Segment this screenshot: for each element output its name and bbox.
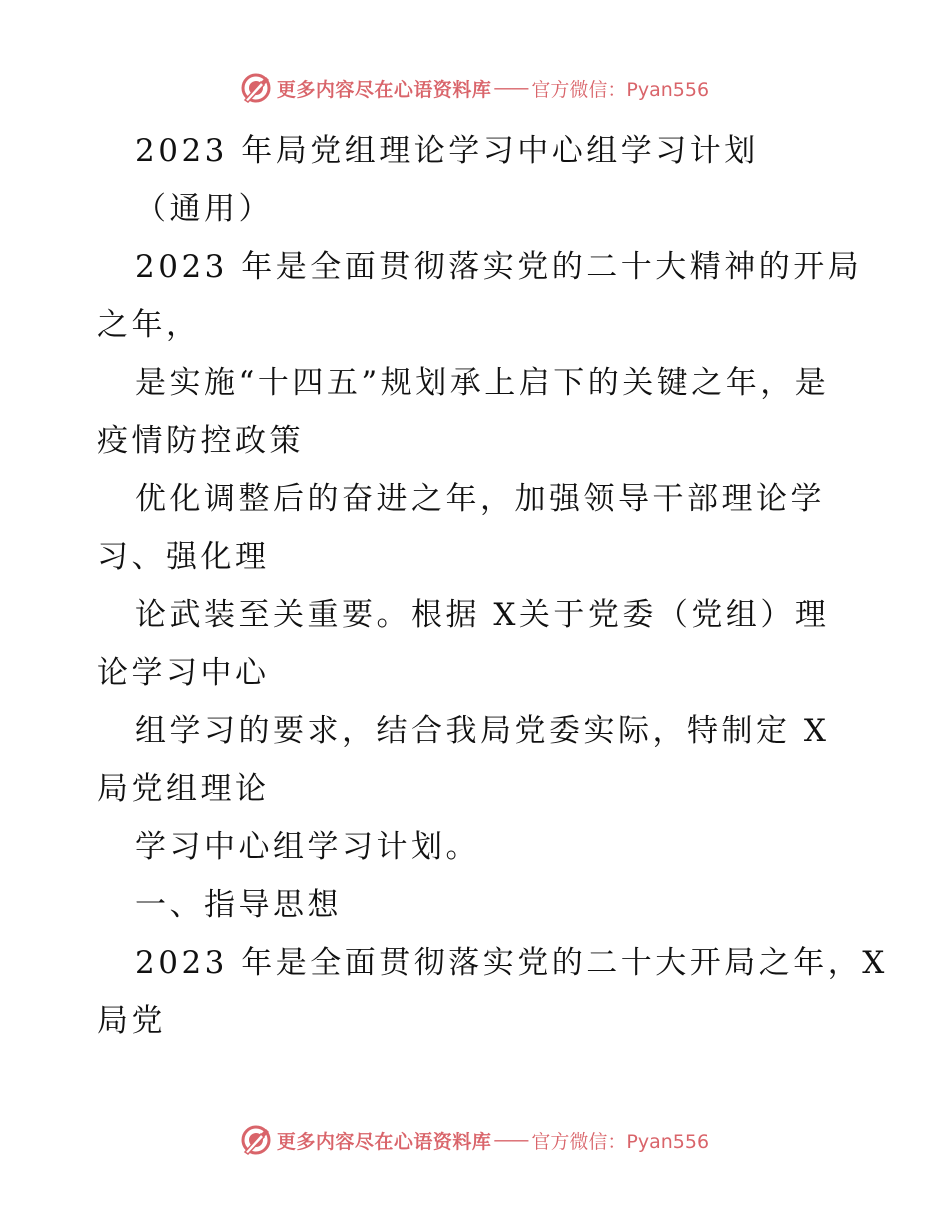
body-line: 论武装至关重要。根据 X关于党委（党组）理: [135, 597, 830, 633]
body-line: 学习中心组学习计划。: [135, 829, 480, 865]
watermark-main-text: 更多内容尽在心语资料库: [276, 78, 492, 101]
body-line: 之年，: [97, 307, 201, 343]
body-line: 是实施“十四五”规划承上启下的关键之年，是: [135, 365, 830, 401]
footer-watermark: [0, 1120, 950, 1160]
pen-logo-icon: [241, 73, 271, 103]
body-line: 局党: [97, 1003, 166, 1039]
watermark-dash: ——: [493, 1129, 528, 1151]
body-line: 2023 年是全面贯彻落实党的二十大精神的开局: [135, 249, 863, 285]
document-subtitle: （通用）: [135, 191, 273, 227]
watermark-main-text: 更多内容尽在心语资料库: [276, 1130, 492, 1153]
body-line: 论学习中心: [97, 655, 270, 691]
section-heading: 一、指导思想: [135, 887, 342, 923]
document-body: [97, 122, 888, 1050]
watermark-contact: 官方微信：Pyan556: [531, 1130, 710, 1153]
document-title: 2023 年局党组理论学习中心组学习计划: [135, 133, 759, 169]
header-watermark: [0, 68, 950, 108]
pen-logo-icon: [241, 1125, 271, 1155]
body-line: 2023 年是全面贯彻落实党的二十大开局之年，X: [135, 945, 888, 981]
body-line: 优化调整后的奋进之年，加强领导干部理论学: [135, 481, 825, 517]
body-line: 局党组理论: [97, 771, 270, 807]
watermark-contact: 官方微信：Pyan556: [531, 78, 710, 101]
body-line: 疫情防控政策: [97, 423, 304, 459]
body-line: 组学习的要求，结合我局党委实际，特制定 X: [135, 713, 830, 749]
watermark-dash: ——: [493, 77, 528, 99]
body-line: 习、强化理: [97, 539, 270, 575]
